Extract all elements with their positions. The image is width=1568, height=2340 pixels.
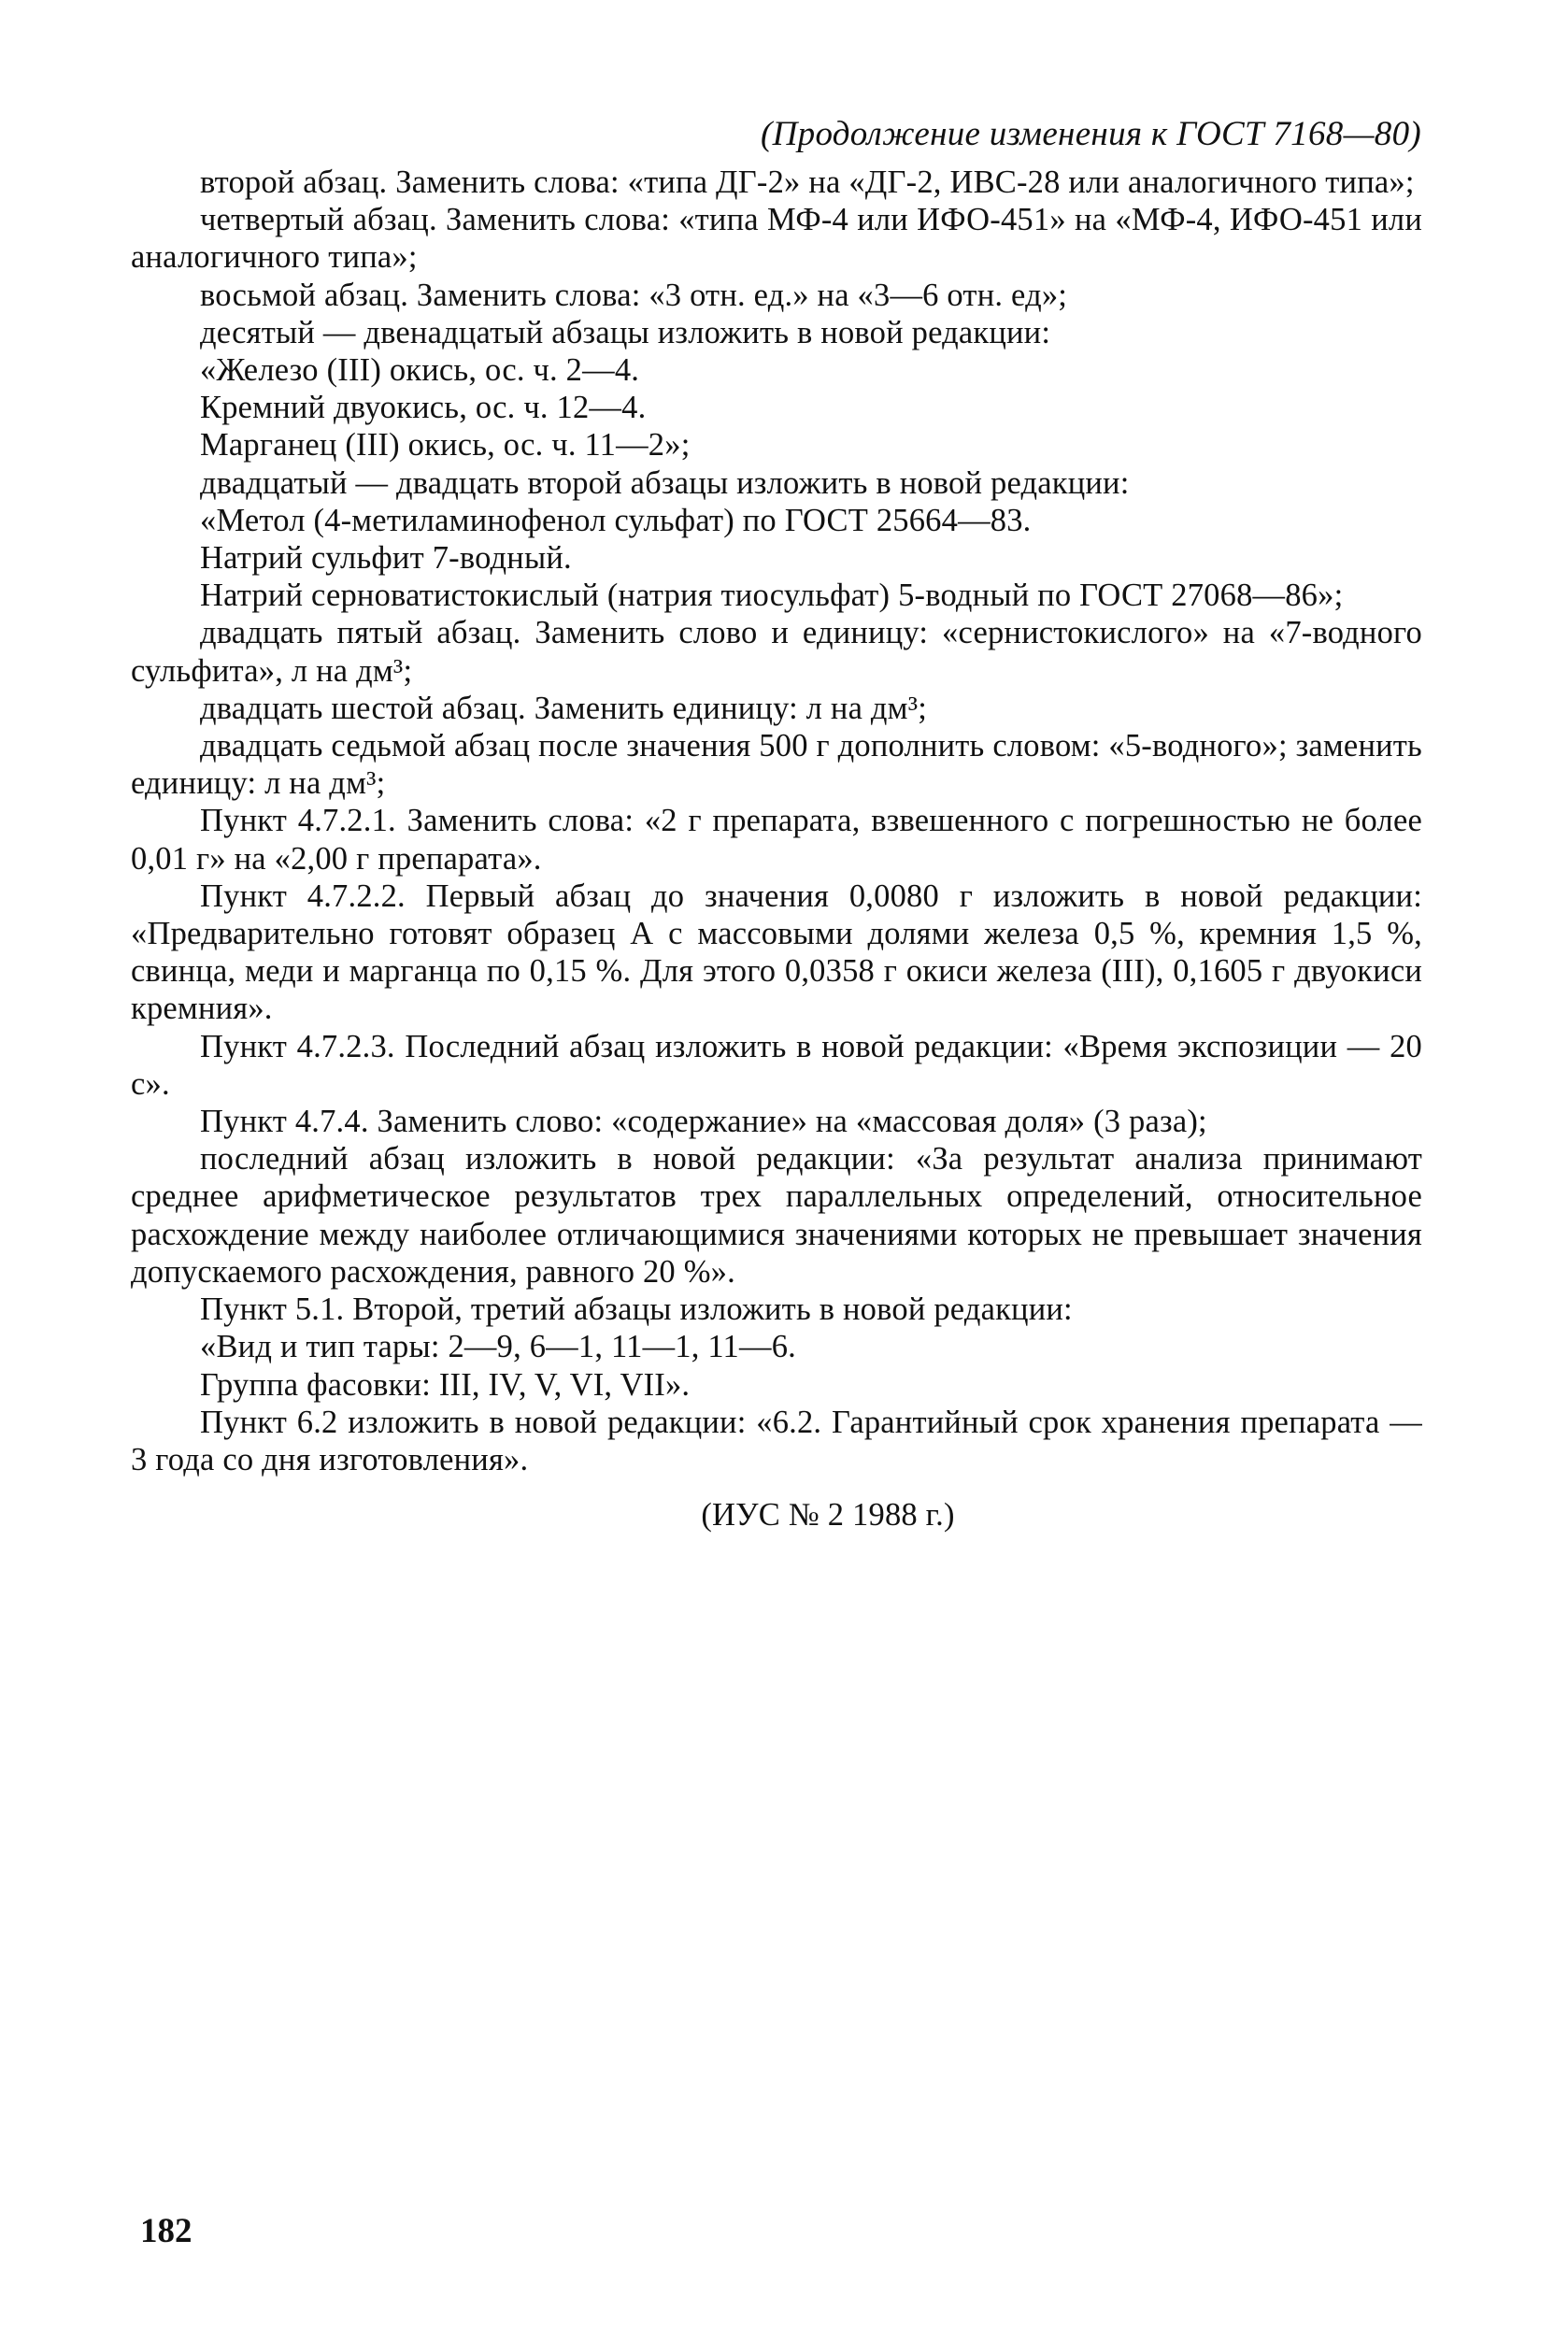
paragraph-eighth-amendment: восьмой абзац. Заменить слова: «3 отн. ед.» на «3—6 отн. ед»; [200, 277, 1068, 313]
page-number: 182 [140, 2212, 192, 2250]
page-header: (Продолжение изменения к ГОСТ 7168—80) [761, 115, 1421, 153]
paragraph-iron-oxide: «Железо (III) окись, ос. ч. 2—4. [200, 352, 640, 389]
paragraph-twenty-seventh: двадцать седьмой абзац после значения 500 г дополнить словом: «5-водного»; заменить единицу: л на дм³; [131, 728, 1422, 802]
paragraph-silicon-dioxide: Кремний двуокись, ос. ч. 12—4. [200, 390, 647, 426]
paragraph-clause-4-7-2-1: Пункт 4.7.2.1. Заменить слова: «2 г препарата, взвешенного с погрешностью не более 0,01 г» на «2,00 г препарата». [131, 803, 1422, 877]
paragraph-metol: «Метол (4-метиламинофенол сульфат) по ГОСТ 25664—83. [200, 502, 1032, 538]
paragraph-packaging-group: Группа фасовки: III, IV, V, VI, VII». [200, 1366, 691, 1403]
paragraph-twentieth-heading: двадцатый — двадцать второй абзацы изложить в новой редакции: [200, 464, 1130, 501]
paragraph-sodium-thiosulfate: Натрий серноватистокислый (натрия тиосульфат) 5-водный по ГОСТ 27068—86»; [200, 578, 1344, 614]
paragraph-twenty-fifth: двадцать пятый абзац. Заменить слово и единицу: «сернистокислого» на «7-водного сульфита», л на дм³; [131, 615, 1422, 689]
source-note: (ИУС № 2 1988 г.) [701, 1497, 955, 1534]
paragraph-result-analysis: последний абзац изложить в новой редакции: «За результат анализа принимают среднее арифметическое результатов трех параллельных определений, относительное расхождение между наиболее отличающимися значениями которых не превышает значения допускаемого расхождения, равного 20 %». [131, 1141, 1422, 1290]
paragraph-sodium-sulfite: Натрий сульфит 7-водный. [200, 540, 572, 577]
paragraph-clause-4-7-2-3: Пункт 4.7.2.3. Последний абзац изложить в новой редакции: «Время экспозиции — 20 с». [131, 1028, 1422, 1102]
paragraph-clause-6-2: Пункт 6.2 изложить в новой редакции: «6.2. Гарантийный срок хранения препарата — 3 года со дня изготовления». [131, 1404, 1422, 1477]
paragraph-tenth-twelfth-heading: десятый — двенадцатый абзацы изложить в новой редакции: [200, 314, 1051, 350]
paragraph-manganese-oxide: Марганец (III) окись, ос. ч. 11—2»; [200, 427, 691, 464]
paragraph-container-type: «Вид и тип тары: 2—9, 6—1, 11—1, 11—6. [200, 1329, 796, 1365]
paragraph-clause-5-1: Пункт 5.1. Второй, третий абзацы изложить в новой редакции: [200, 1291, 1073, 1328]
paragraph-clause-4-7-4: Пункт 4.7.4. Заменить слово: «содержание» на «массовая доля» (3 раза); [200, 1104, 1207, 1140]
paragraph-twenty-sixth: двадцать шестой абзац. Заменить единицу: л на дм³; [200, 690, 928, 726]
paragraph-fourth-amendment: четвертый абзац. Заменить слова: «типа МФ-4 или ИФО-451» на «МФ-4, ИФО-451 или аналогичного типа»; [131, 202, 1422, 276]
document-body [131, 164, 1422, 1534]
paragraph-second-amendment: второй абзац. Заменить слова: «типа ДГ-2» на «ДГ-2, ИВС-28 или аналогичного типа»; [200, 164, 1415, 200]
paragraph-clause-4-7-2-2: Пункт 4.7.2.2. Первый абзац до значения 0,0080 г изложить в новой редакции: «Предварительно готовят образец А с массовыми долями железа 0,5 %, кремния 1,5 %, свинца, меди и марганца по 0,15 %. Для этого 0,0358 г окиси железа (III), 0,1605 г двуокиси кремния». [131, 878, 1422, 1027]
